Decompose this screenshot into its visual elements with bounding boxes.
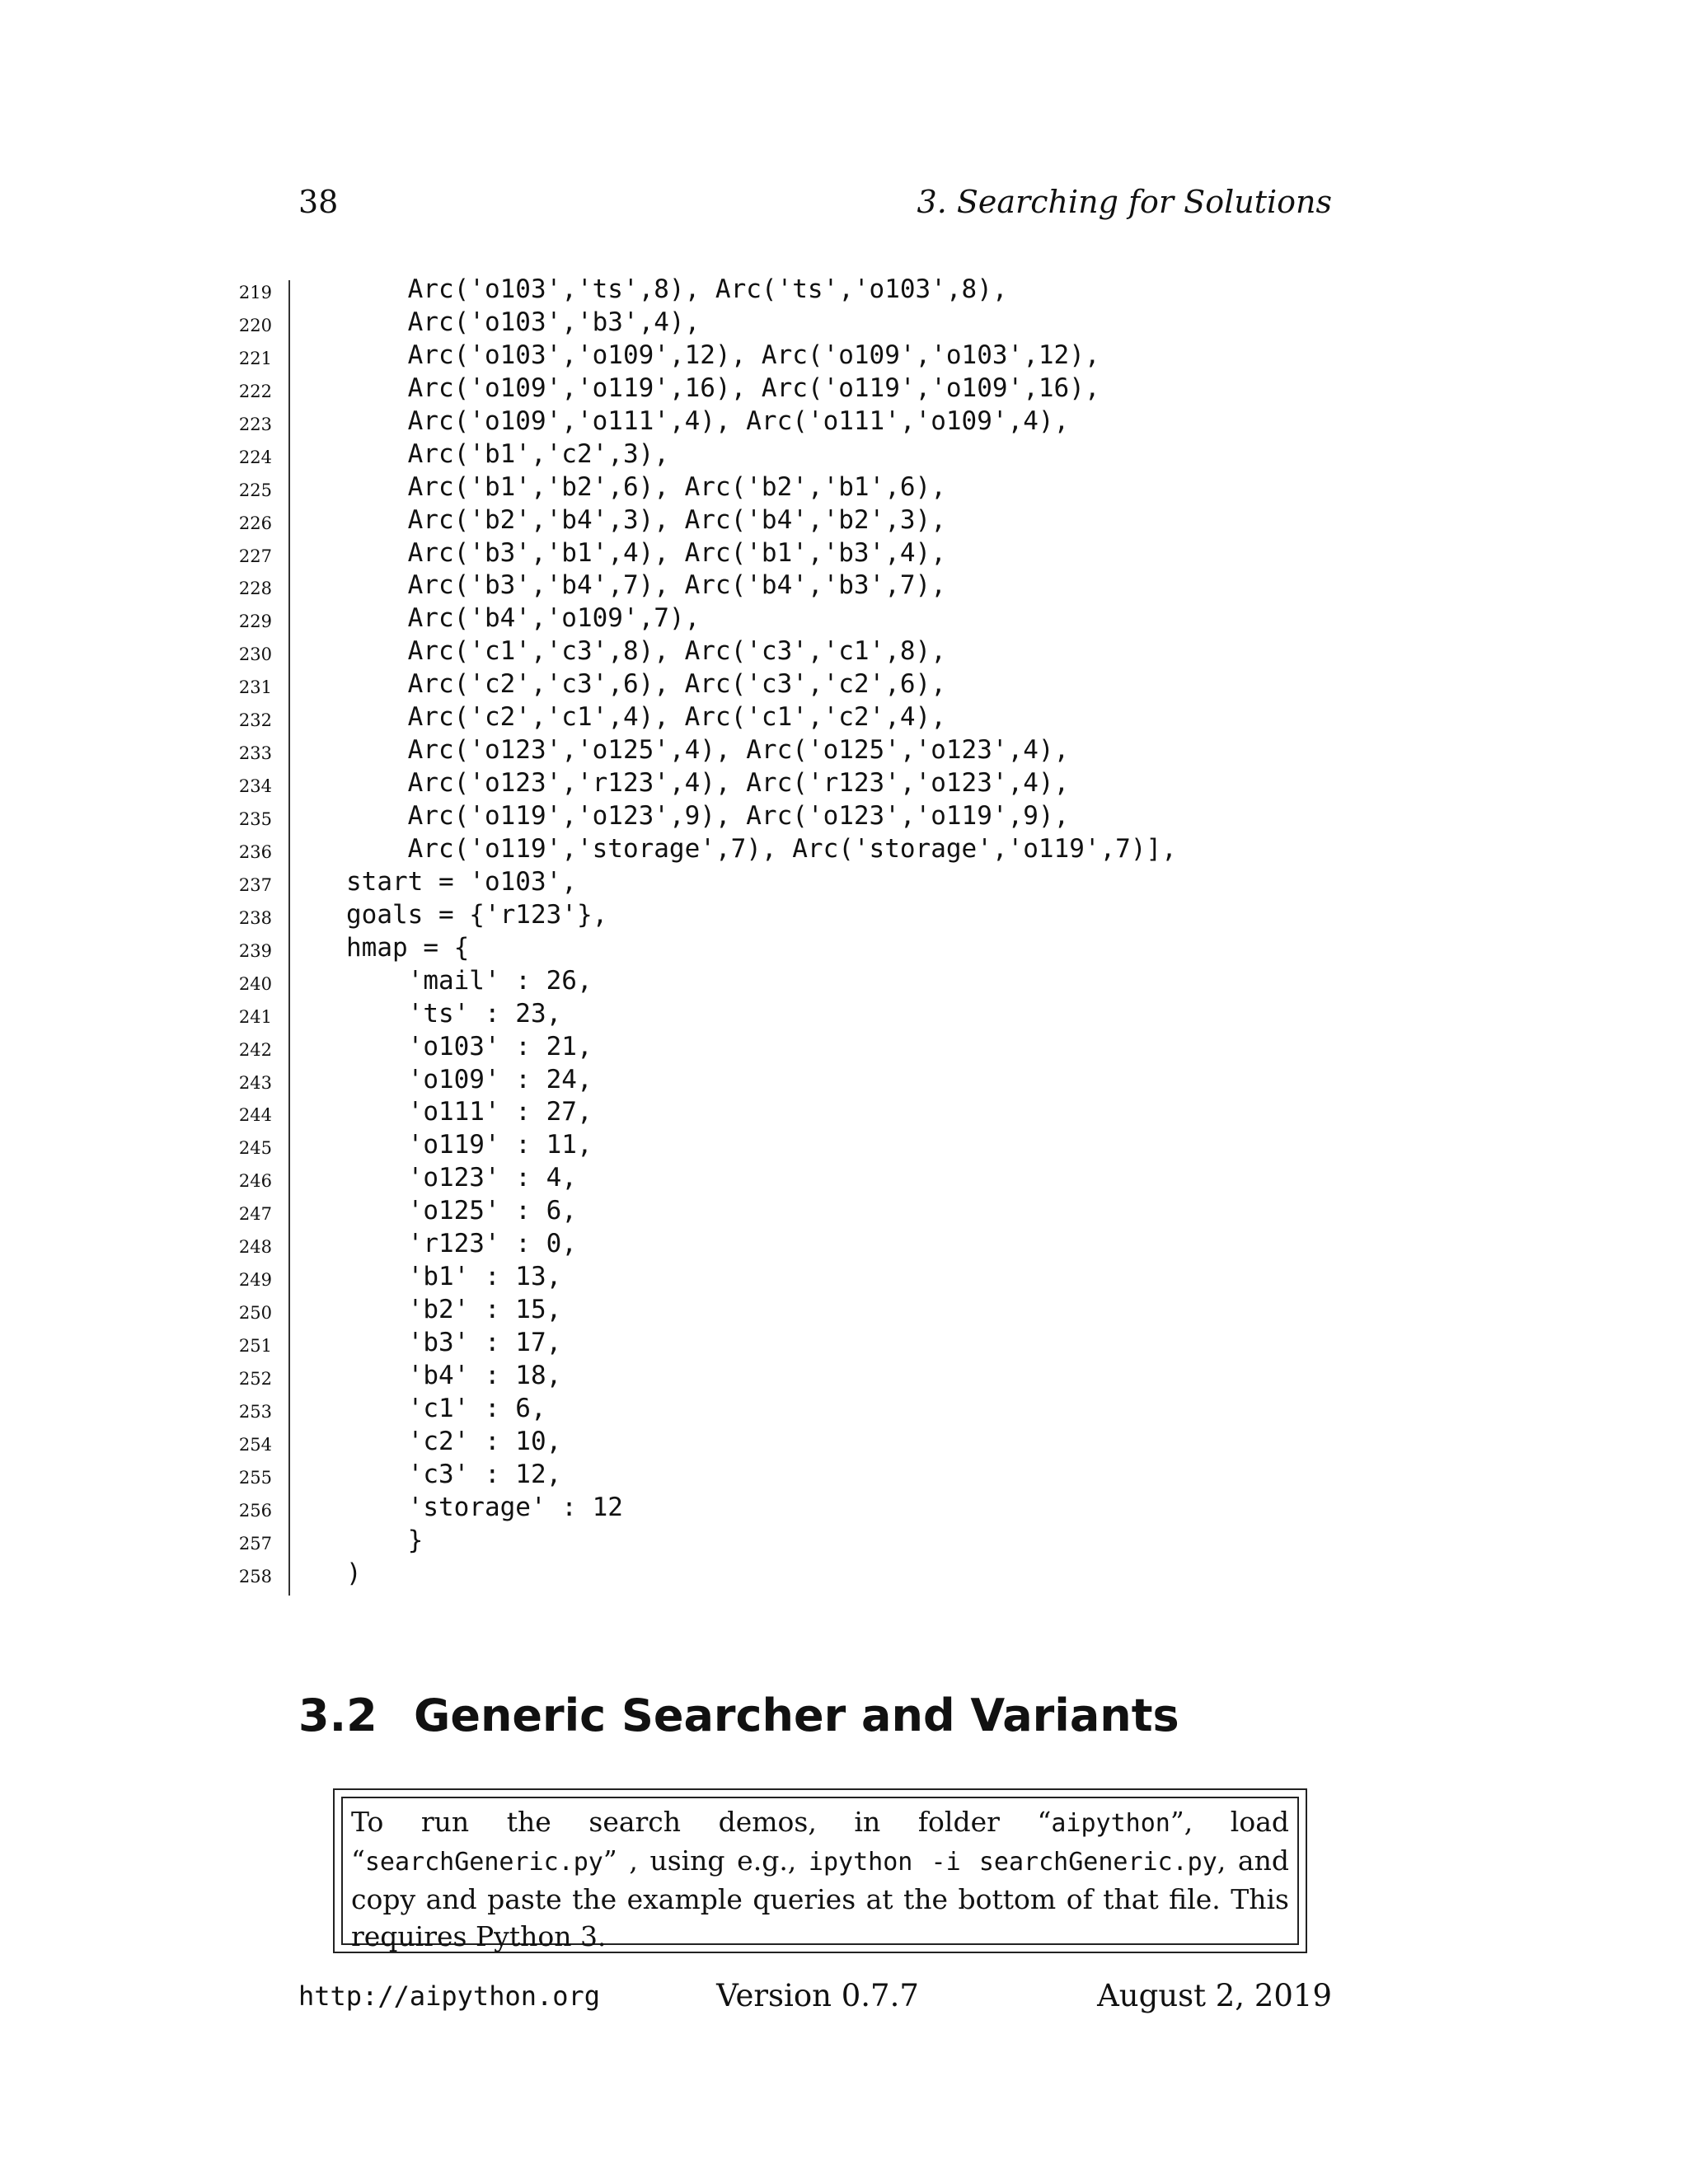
line-number: 222 bbox=[238, 381, 272, 401]
line-number: 230 bbox=[238, 644, 272, 665]
note-code: ipython -i searchGeneric.py bbox=[808, 1848, 1217, 1877]
code-text: Arc('o103','ts',8), Arc('ts','o103',8), bbox=[346, 274, 1008, 304]
line-number: 243 bbox=[238, 1072, 272, 1093]
line-number: 240 bbox=[238, 973, 272, 994]
line-number: 256 bbox=[238, 1500, 272, 1521]
line-number: 255 bbox=[238, 1467, 272, 1488]
line-number: 223 bbox=[238, 414, 272, 434]
code-text: ) bbox=[346, 1558, 362, 1588]
note-text: ” , using e.g., bbox=[603, 1844, 809, 1877]
code-line bbox=[231, 932, 1484, 968]
line-number: 258 bbox=[238, 1566, 272, 1586]
code-line bbox=[231, 1198, 1484, 1231]
code-text: 'mail' : 26, bbox=[346, 965, 593, 996]
code-line bbox=[231, 1330, 1484, 1363]
section-number: 3.2 bbox=[298, 1690, 377, 1741]
code-line bbox=[231, 1360, 1484, 1396]
line-number: 254 bbox=[238, 1434, 272, 1455]
code-line bbox=[231, 1558, 1484, 1594]
code-text: 'b1' : 13, bbox=[346, 1262, 562, 1292]
section-heading bbox=[298, 1690, 1179, 1742]
code-text: Arc('o119','storage',7), Arc('storage','o119',7)], bbox=[346, 833, 1177, 864]
line-number: 220 bbox=[238, 315, 272, 335]
code-text: 'storage' : 12 bbox=[346, 1492, 623, 1522]
code-line bbox=[231, 537, 1484, 574]
code-line bbox=[231, 702, 1484, 738]
note-text: ”, load “ bbox=[351, 1806, 1290, 1877]
footer-date: August 2, 2019 bbox=[1097, 1978, 1332, 2013]
line-number: 232 bbox=[238, 710, 272, 731]
code-text: 'o125' : 6, bbox=[346, 1196, 577, 1226]
note-box bbox=[333, 1788, 1307, 1953]
note-text: , and copy and paste the example queries at the bottom of that file. This requires Python 3. bbox=[351, 1844, 1289, 1952]
code-line bbox=[231, 899, 1484, 935]
code-listing bbox=[231, 274, 1484, 1594]
line-number: 238 bbox=[238, 907, 272, 928]
code-text: Arc('c2','c1',4), Arc('c1','c2',4), bbox=[346, 702, 946, 733]
code-text: Arc('b1','b2',6), Arc('b2','b1',6), bbox=[346, 471, 946, 502]
line-number: 252 bbox=[238, 1368, 272, 1389]
code-line bbox=[231, 1031, 1484, 1067]
code-line bbox=[231, 1297, 1484, 1330]
code-text: 'ts' : 23, bbox=[346, 998, 562, 1029]
code-text: 'c2' : 10, bbox=[346, 1426, 562, 1456]
code-line bbox=[231, 1492, 1484, 1528]
code-text: 'b2' : 15, bbox=[346, 1295, 562, 1325]
footer-version: Version 0.7.7 bbox=[716, 1978, 919, 2013]
code-line bbox=[231, 274, 1484, 310]
running-head: 3. Searching for Solutions bbox=[917, 184, 1332, 220]
code-text: Arc('o109','o119',16), Arc('o119','o109',16), bbox=[346, 373, 1100, 403]
code-line bbox=[231, 965, 1484, 1001]
line-number: 227 bbox=[238, 546, 272, 566]
code-text: 'o123' : 4, bbox=[346, 1163, 577, 1193]
code-line bbox=[231, 504, 1484, 541]
code-line bbox=[231, 603, 1484, 639]
code-line bbox=[231, 1525, 1484, 1561]
code-text: Arc('b1','c2',3), bbox=[346, 438, 669, 469]
code-line bbox=[231, 801, 1484, 837]
line-number: 245 bbox=[238, 1138, 272, 1159]
line-number: 239 bbox=[238, 940, 272, 961]
code-text: Arc('c1','c3',8), Arc('c3','c1',8), bbox=[346, 636, 946, 667]
code-text: 'b3' : 17, bbox=[346, 1328, 562, 1357]
line-number: 228 bbox=[238, 579, 272, 599]
code-line bbox=[231, 405, 1484, 442]
code-line bbox=[231, 1099, 1484, 1132]
code-text: 'o103' : 21, bbox=[346, 1031, 593, 1062]
line-number: 225 bbox=[238, 480, 272, 500]
line-number: 244 bbox=[238, 1105, 272, 1126]
code-text: 'o119' : 11, bbox=[346, 1130, 593, 1160]
code-line bbox=[231, 1393, 1484, 1429]
note-text: To run the search demos, in folder “ bbox=[351, 1806, 1052, 1838]
line-number: 234 bbox=[238, 776, 272, 797]
code-text: Arc('b3','b4',7), Arc('b4','b3',7), bbox=[346, 570, 946, 601]
note-code: aipython bbox=[1051, 1809, 1170, 1838]
code-line bbox=[231, 307, 1484, 343]
code-line bbox=[231, 833, 1484, 869]
code-text: Arc('o103','b3',4), bbox=[346, 307, 701, 337]
code-text: hmap = { bbox=[346, 932, 470, 963]
page-number: 38 bbox=[298, 184, 339, 220]
code-text: 'b4' : 18, bbox=[346, 1360, 562, 1390]
line-number: 242 bbox=[238, 1039, 272, 1060]
line-number: 235 bbox=[238, 809, 272, 829]
code-line bbox=[231, 570, 1484, 606]
code-line bbox=[231, 1064, 1484, 1100]
code-text: Arc('b2','b4',3), Arc('b4','b2',3), bbox=[346, 504, 946, 535]
code-line bbox=[231, 438, 1484, 475]
code-text: Arc('b3','b1',4), Arc('b1','b3',4), bbox=[346, 537, 946, 568]
line-number: 248 bbox=[238, 1237, 272, 1258]
code-line bbox=[231, 735, 1484, 771]
code-line bbox=[231, 1264, 1484, 1297]
code-text: 'r123' : 0, bbox=[346, 1229, 577, 1259]
code-line bbox=[231, 998, 1484, 1034]
code-text: 'c1' : 6, bbox=[346, 1393, 546, 1423]
code-line bbox=[231, 636, 1484, 672]
code-line bbox=[231, 1459, 1484, 1495]
line-number: 246 bbox=[238, 1171, 272, 1192]
note-code: searchGeneric.py bbox=[364, 1848, 603, 1877]
code-text: Arc('o119','o123',9), Arc('o123','o119',9), bbox=[346, 801, 1070, 831]
line-number: 221 bbox=[238, 348, 272, 368]
line-number: 257 bbox=[238, 1533, 272, 1554]
code-text: 'c3' : 12, bbox=[346, 1459, 562, 1489]
section-title: Generic Searcher and Variants bbox=[414, 1690, 1179, 1741]
code-text: Arc('b4','o109',7), bbox=[346, 603, 701, 634]
line-number: 231 bbox=[238, 677, 272, 698]
line-number: 249 bbox=[238, 1270, 272, 1291]
code-line bbox=[231, 1231, 1484, 1264]
code-line bbox=[231, 1426, 1484, 1462]
code-text: Arc('c2','c3',6), Arc('c3','c2',6), bbox=[346, 669, 946, 700]
line-number: 233 bbox=[238, 743, 272, 764]
code-text: 'o111' : 27, bbox=[346, 1097, 593, 1127]
line-number: 236 bbox=[238, 841, 272, 862]
code-line bbox=[231, 768, 1484, 804]
line-number: 251 bbox=[238, 1336, 272, 1356]
code-text: 'o109' : 24, bbox=[346, 1064, 593, 1094]
line-number: 219 bbox=[238, 283, 272, 302]
code-text: Arc('o103','o109',12), Arc('o109','o103',12), bbox=[346, 340, 1100, 370]
code-line bbox=[231, 866, 1484, 902]
line-number: 247 bbox=[238, 1204, 272, 1225]
code-text: goals = {'r123'}, bbox=[346, 899, 608, 930]
line-number: 224 bbox=[238, 447, 272, 467]
code-line bbox=[231, 669, 1484, 705]
line-number: 229 bbox=[238, 612, 272, 632]
line-number: 250 bbox=[238, 1303, 272, 1324]
code-line bbox=[231, 471, 1484, 508]
code-line bbox=[231, 1132, 1484, 1165]
line-number: 253 bbox=[238, 1401, 272, 1422]
line-number: 237 bbox=[238, 874, 272, 895]
line-number: 241 bbox=[238, 1006, 272, 1027]
code-text: start = 'o103', bbox=[346, 866, 577, 897]
code-line bbox=[231, 340, 1484, 376]
code-text: Arc('o123','o125',4), Arc('o125','o123',4), bbox=[346, 735, 1070, 766]
code-text: Arc('o109','o111',4), Arc('o111','o109',4), bbox=[346, 405, 1070, 436]
code-line bbox=[231, 1165, 1484, 1198]
line-number: 226 bbox=[238, 513, 272, 533]
code-line bbox=[231, 373, 1484, 409]
note-box-text bbox=[341, 1797, 1299, 1952]
footer-url[interactable]: http://aipython.org bbox=[298, 1980, 601, 2012]
code-text: Arc('o123','r123',4), Arc('r123','o123',4), bbox=[346, 768, 1070, 799]
code-text: } bbox=[346, 1525, 424, 1555]
